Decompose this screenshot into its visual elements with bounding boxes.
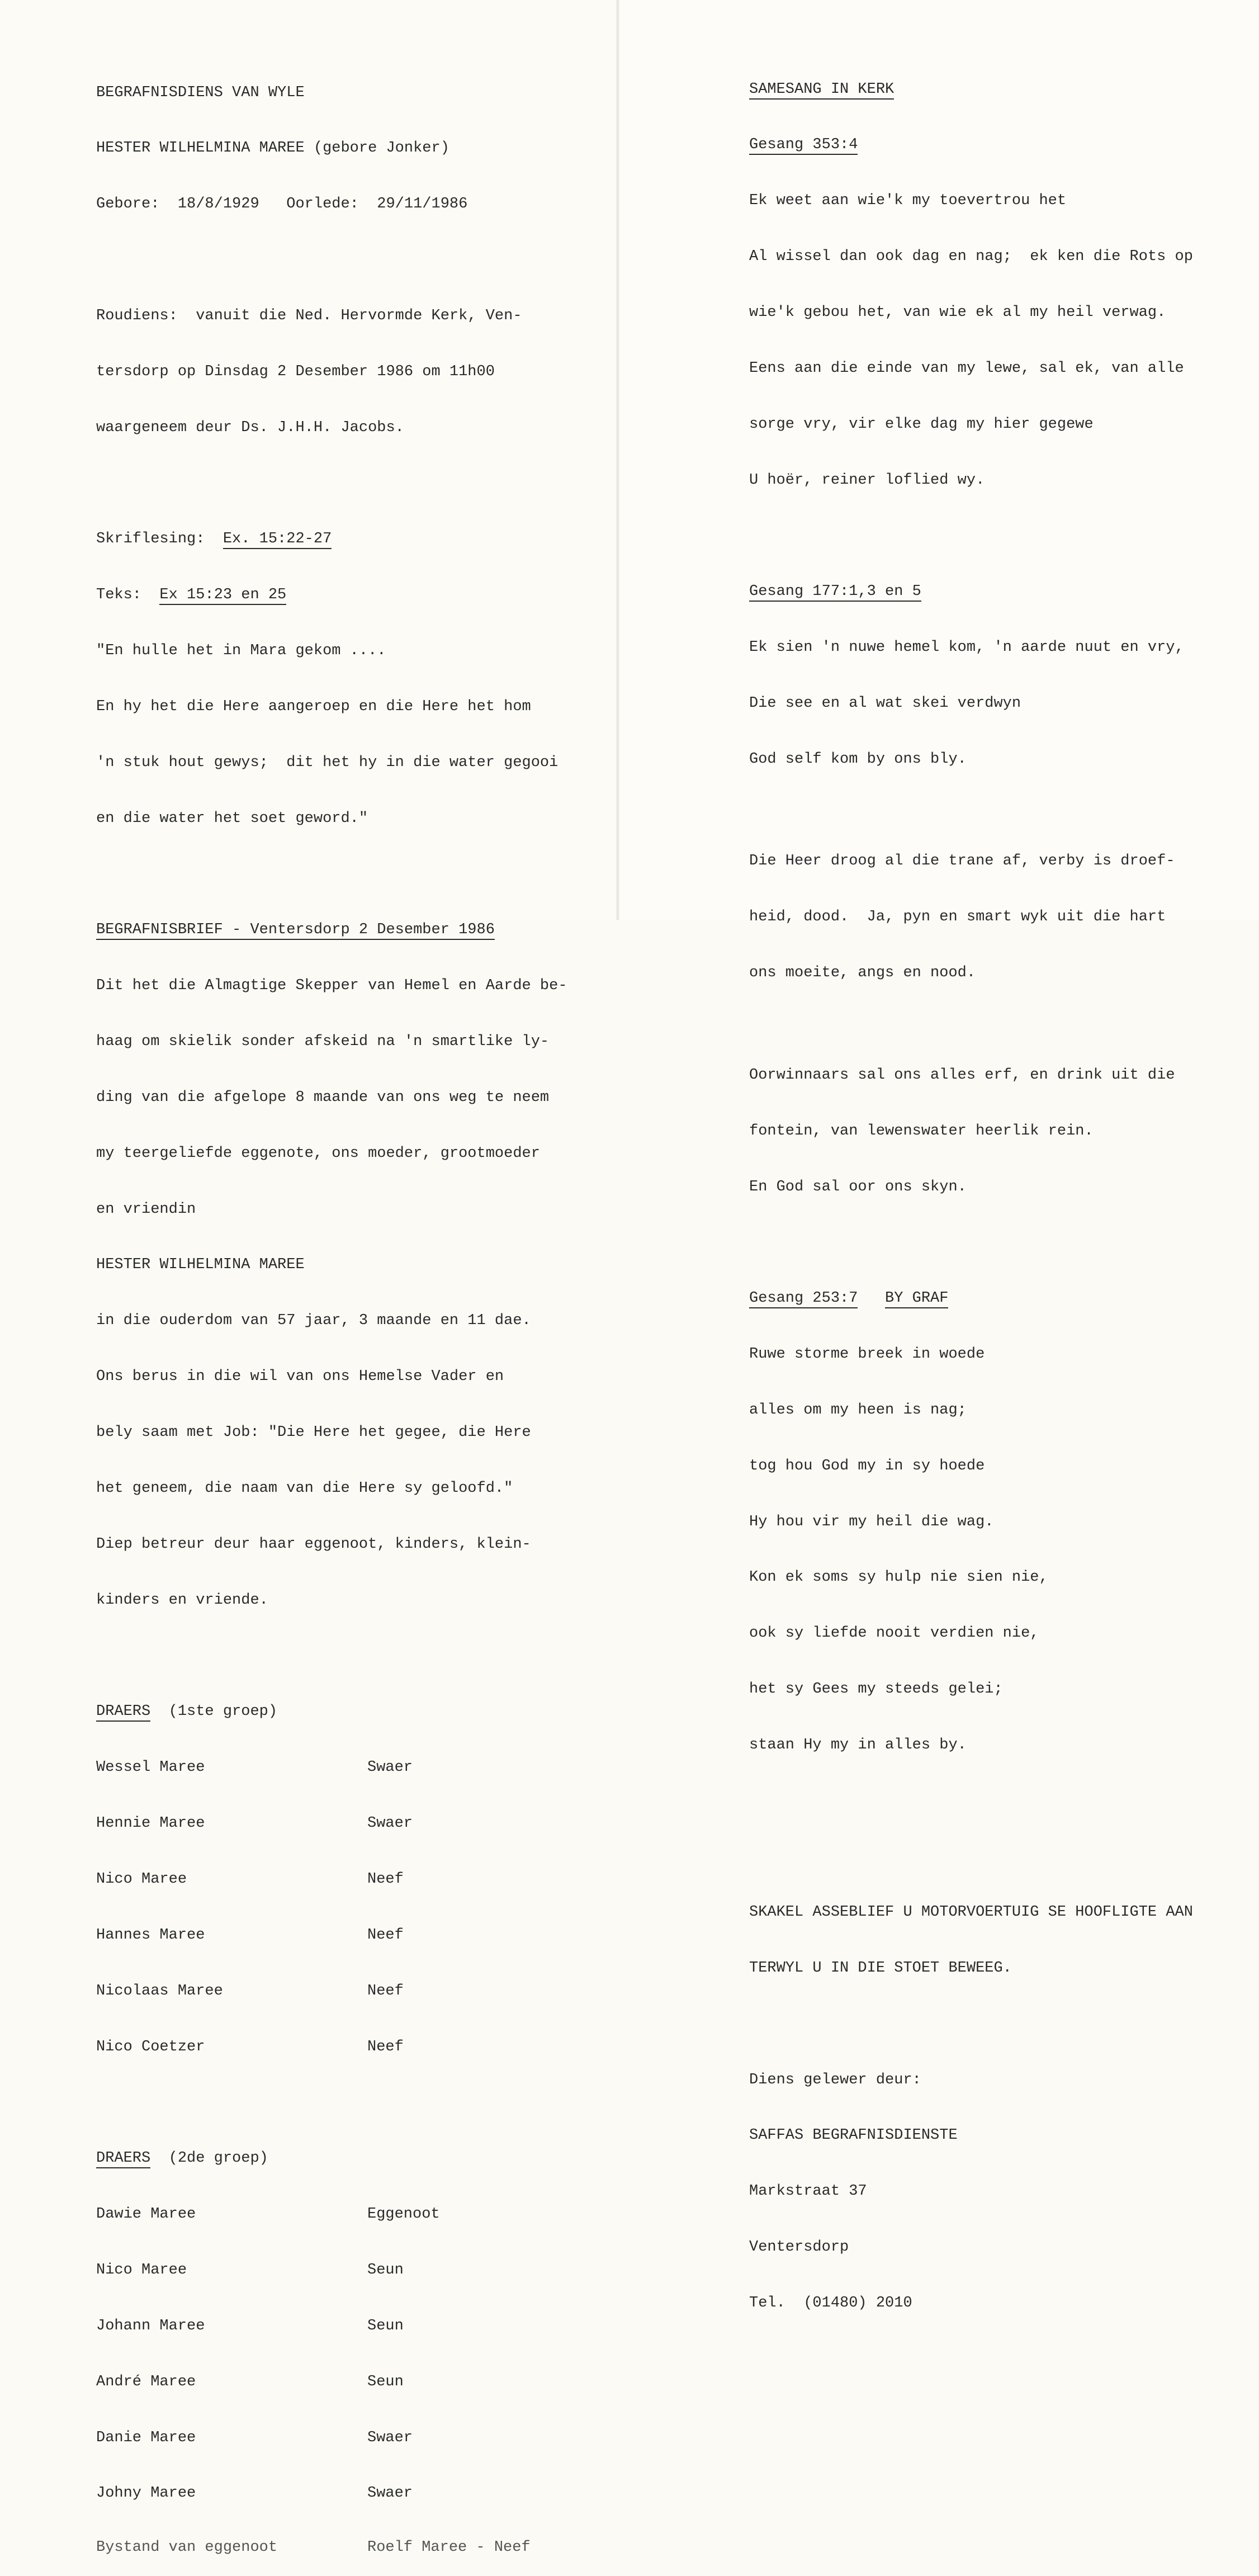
draers1-label: DRAERS (96, 1703, 150, 1722)
hymn-line: Eens aan die einde van my lewe, sal ek, van alle (749, 360, 1184, 377)
samesang-line (749, 81, 1193, 99)
heading-line-1: BEGRAFNISDIENS VAN WYLE (96, 84, 305, 101)
hymn-line: Kon ek soms sy hulp nie sien nie, (749, 1569, 1048, 1586)
heading-line-2: HESTER WILHELMINA MAREE (gebore Jonker) (96, 140, 449, 157)
service-town: Ventersdorp (749, 2239, 849, 2256)
service-address: Markstraat 37 (749, 2183, 867, 2200)
draer-name: Danie Maree (96, 2429, 196, 2446)
service-phone: Tel. (01480) 2010 (749, 2295, 912, 2312)
brief-line: kinders en vriende. (96, 1591, 268, 1609)
draer-name: Johann Maree (96, 2317, 205, 2334)
hymn-line: wie'k gebou het, van wie ek al my heil verwag. (749, 304, 1166, 322)
gesang2-title-line (749, 583, 1193, 601)
hymn-line: Ek sien 'n nuwe hemel kom, 'n aarde nuut en vry, (749, 639, 1184, 656)
draer-relation: Neef (367, 1926, 404, 1944)
draer-name: Nico Coetzer (96, 2038, 205, 2055)
draer-row (96, 2205, 567, 2224)
teks-ref: Ex 15:23 en 25 (159, 587, 286, 605)
hymn-line: U hoër, reiner loflied wy. (749, 471, 985, 489)
bystand-label: Bystand van eggenoot (96, 2539, 278, 2556)
left-column (96, 46, 567, 2576)
hymn-line: het sy Gees my steeds gelei; (749, 1681, 1003, 1698)
gesang2-title: Gesang 177:1,3 en 5 (749, 583, 921, 602)
draer-name: Nico Maree (96, 1870, 187, 1888)
hymn-line: tog hou God my in sy hoede (749, 1457, 985, 1474)
roudiens-line: Roudiens: vanuit die Ned. Hervormde Kerk, Ven- (96, 307, 522, 324)
skriflesing-ref: Ex. 15:22-27 (223, 531, 332, 549)
brief-line: ding van die afgelope 8 maande van ons weg te neem (96, 1089, 550, 1106)
page-fold (616, 0, 619, 920)
draer-row (96, 1926, 567, 1945)
hymn-line: God self kom by ons bly. (749, 750, 967, 768)
draer-relation: Seun (367, 2373, 404, 2390)
draer-name: Nicolaas Maree (96, 1982, 223, 2000)
brief-line: my teergeliefde eggenote, ons moeder, grootmoeder (96, 1145, 540, 1162)
skriflesing-label: Skriflesing: (96, 531, 223, 548)
hymn-line: Al wissel dan ook dag en nag; ek ken die Rots op (749, 248, 1193, 266)
draer-relation: Seun (367, 2261, 404, 2279)
draer-row (96, 1870, 567, 1889)
brief-title-line (96, 921, 567, 939)
brief-line: Ons berus in die wil van ons Hemelse Vader en (96, 1368, 504, 1386)
draers2-heading (96, 2149, 567, 2168)
hymn-line: sorge vry, vir elke dag my hier gegewe (749, 415, 1094, 433)
bystand-row (96, 2539, 567, 2557)
draer-relation: Swaer (367, 2429, 413, 2446)
by-graf-label: BY GRAF (885, 1290, 948, 1308)
draers2-label: DRAERS (96, 2150, 150, 2168)
brief-line: het geneem, die naam van die Here sy geloofd." (96, 1480, 513, 1497)
roudiens-line: tersdorp op Dinsdag 2 Desember 1986 om 11h00 (96, 363, 495, 380)
draer-row (96, 1982, 567, 2001)
draer-relation: Neef (367, 1870, 404, 1888)
draer-relation: Swaer (367, 1759, 413, 1776)
draer-row (96, 2373, 567, 2391)
hymn-line: Die Heer droog al die trane af, verby is droef- (749, 853, 1175, 870)
hymn-line: En God sal oor ons skyn. (749, 1178, 967, 1195)
draer-row (96, 2317, 567, 2336)
quote-line: En hy het die Here aangeroep en die Here het hom (96, 698, 531, 715)
hymn-line: ook sy liefde nooit verdien nie, (749, 1625, 1039, 1642)
roudiens-line: waargeneem deur Ds. J.H.H. Jacobs. (96, 419, 404, 436)
right-column (749, 43, 1193, 2332)
quote-line: en die water het soet geword." (96, 810, 368, 827)
draer-name: André Maree (96, 2373, 196, 2390)
brief-line: in die ouderdom van 57 jaar, 3 maande en 11 dae. (96, 1312, 531, 1330)
draer-relation: Seun (367, 2317, 404, 2334)
draer-row (96, 2484, 567, 2501)
quote-line: 'n stuk hout gewys; dit het hy in die water gegooi (96, 754, 558, 771)
draers1-group: (1ste groep) (150, 1703, 278, 1721)
service-company: SAFFAS BEGRAFNISDIENSTE (749, 2127, 958, 2144)
samesang-title: SAMESANG IN KERK (749, 81, 894, 100)
service-line: Diens gelewer deur: (749, 2071, 921, 2088)
brief-line: Diep betreur deur haar eggenoot, kinders, klein- (96, 1535, 531, 1553)
hymn-line: Die see en al wat skei verdwyn (749, 695, 1021, 712)
gesang3-title: Gesang 253:7 (749, 1290, 858, 1308)
draer-name: Wessel Maree (96, 1759, 205, 1776)
brief-line: bely saam met Job: "Die Here het gegee, die Here (96, 1424, 531, 1441)
brief-line: en vriendin (96, 1200, 196, 1218)
draer-name: Nico Maree (96, 2261, 187, 2279)
draer-row (96, 2261, 567, 2280)
brief-line: haag om skielik sonder afskeid na 'n smartlike ly- (96, 1033, 550, 1050)
hymn-line: Oorwinnaars sal ons alles erf, en drink uit die (749, 1066, 1175, 1084)
hymn-line: Ruwe storme breek in woede (749, 1345, 985, 1363)
gesang1-title-line (749, 136, 1193, 154)
draer-row (96, 1814, 567, 1833)
hymn-line: Hy hou vir my heil die wag. (749, 1513, 994, 1530)
draer-name: Hannes Maree (96, 1926, 205, 1944)
draer-relation: Neef (367, 1982, 404, 2000)
teks-label: Teks: (96, 587, 160, 604)
hymn-line: fontein, van lewenswater heerlik rein. (749, 1122, 1094, 1140)
draers2-group: (2de groep) (150, 2150, 268, 2167)
draer-relation: Swaer (367, 1815, 413, 1832)
draer-row (96, 2429, 567, 2447)
gesang3-title-line (749, 1289, 1193, 1308)
skriflesing-line (96, 530, 567, 549)
teks-line (96, 586, 567, 604)
bystand-person: Roelf Maree - Neef (367, 2539, 531, 2556)
draer-name: Johny Maree (96, 2485, 196, 2502)
draers1-heading (96, 1703, 567, 1721)
heading-dates: Gebore: 18/8/1929 Oorlede: 29/11/1986 (96, 196, 468, 213)
hymn-line: Ek weet aan wie'k my toevertrou het (749, 192, 1067, 210)
gesang1-title: Gesang 353:4 (749, 136, 858, 155)
draer-name: Hennie Maree (96, 1815, 205, 1832)
notice-line: TERWYL U IN DIE STOET BEWEEG. (749, 1960, 1012, 1977)
draer-relation: Swaer (367, 2485, 413, 2502)
draer-relation: Neef (367, 2038, 404, 2055)
notice-line: SKAKEL ASSEBLIEF U MOTORVOERTUIG SE HOOFLIGTE AAN (749, 1904, 1193, 1921)
draer-relation: Eggenoot (367, 2205, 440, 2223)
brief-line: Dit het die Almagtige Skepper van Hemel en Aarde be- (96, 977, 567, 994)
hymn-line: ons moeite, angs en nood. (749, 965, 976, 982)
hymn-line: staan Hy my in alles by. (749, 1737, 967, 1754)
hymn-line: heid, dood. Ja, pyn en smart wyk uit die hart (749, 909, 1166, 926)
draer-row (96, 1759, 567, 1777)
draer-name: Dawie Maree (96, 2205, 196, 2223)
brief-title: BEGRAFNISBRIEF - Ventersdorp 2 Desember 1986 (96, 921, 495, 940)
draer-row (96, 2038, 567, 2057)
brief-line: HESTER WILHELMINA MAREE (96, 1256, 305, 1274)
quote-line: "En hulle het in Mara gekom .... (96, 642, 386, 659)
hymn-line: alles om my heen is nag; (749, 1401, 967, 1419)
